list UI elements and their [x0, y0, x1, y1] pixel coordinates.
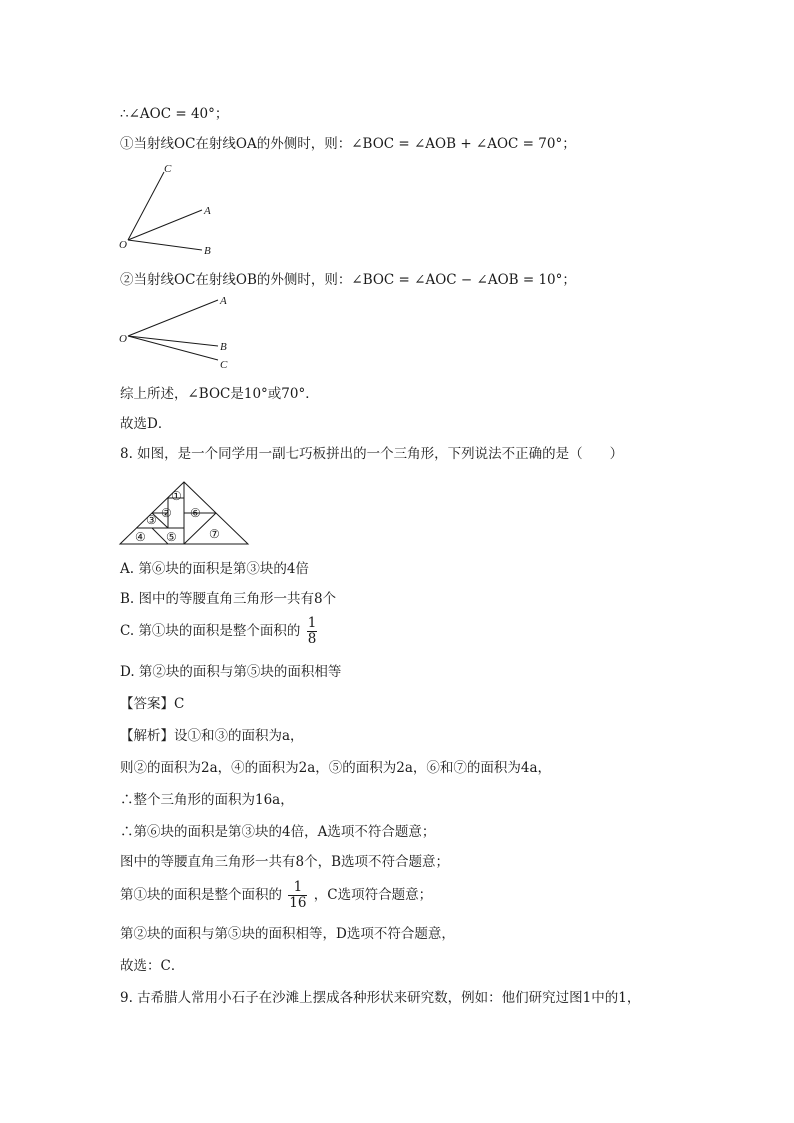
label-O: O [119, 239, 127, 251]
piece-6: ⑥ [190, 506, 201, 520]
fraction-denominator: 8 [307, 631, 317, 647]
text-line-1: ∴∠AOC = 40°； [120, 106, 229, 122]
piece-7: ⑦ [209, 527, 220, 541]
piece-5: ⑤ [166, 530, 177, 544]
label-O: O [119, 333, 127, 345]
angle-figure-2 [116, 290, 236, 375]
label-B: B [204, 245, 211, 257]
label-A: A [220, 295, 227, 307]
analysis-step-7: 故选：C． [120, 958, 185, 974]
analysis-step-1: 则②的面积为2a，④的面积为2a，⑤的面积为2a，⑥和⑦的面积为4a， [120, 760, 552, 776]
answer-line: 【答案】C [120, 696, 185, 712]
option-d: D. 第②块的面积与第⑤块的面积相等 [120, 664, 342, 680]
analysis-step-3: ∴第⑥块的面积是第③块的4倍，A选项不符合题意； [120, 824, 436, 840]
fraction-denominator: 16 [289, 895, 307, 911]
option-c [120, 616, 319, 647]
analysis-step-5-text: 第①块的面积是整个面积的 [120, 887, 282, 903]
label-B: B [220, 341, 227, 353]
piece-1: ① [171, 489, 182, 503]
analysis-step-2: ∴整个三角形的面积为16a， [120, 792, 294, 808]
fraction-numerator: 1 [288, 880, 307, 896]
analysis-step-4: 图中的等腰直角三角形一共有8个，B选项不符合题意； [120, 854, 450, 870]
fraction-one-eighth [307, 616, 318, 647]
option-a: A. 第⑥块的面积是第③块的4倍 [120, 561, 309, 577]
piece-4: ④ [135, 530, 146, 544]
piece-3: ③ [146, 513, 157, 527]
label-C: C [220, 359, 228, 371]
label-C: C [164, 163, 172, 175]
tangram-figure [118, 480, 278, 548]
analysis-step-5-tail: ，C选项符合题意； [313, 887, 433, 903]
piece-2: ② [161, 506, 172, 520]
analysis-step-5 [120, 880, 432, 911]
fraction-one-sixteenth [288, 880, 307, 911]
fraction-numerator: 1 [307, 615, 317, 631]
text-line-3: ②当射线OC在射线OB的外侧时，则：∠BOC = ∠AOC − ∠AOB = 10°； [120, 272, 576, 288]
question-8: 8. 如图，是一个同学用一副七巧板拼出的一个三角形，下列说法不正确的是（ ） [120, 446, 624, 462]
analysis-line: 【解析】设①和③的面积为a， [120, 728, 304, 744]
text-line-5: 故选D． [120, 416, 172, 432]
angle-figure-1 [116, 158, 226, 258]
question-9: 9. 古希腊人常用小石子在沙滩上摆成各种形状来研究数，例如：他们研究过图1中的1， [120, 990, 641, 1006]
option-c-text: C. 第①块的面积是整个面积的 [120, 623, 301, 639]
option-b: B. 图中的等腰直角三角形一共有8个 [120, 591, 337, 607]
text-line-2: ①当射线OC在射线OA的外侧时，则：∠BOC = ∠AOB + ∠AOC = 70°； [120, 136, 576, 152]
analysis-step-6: 第②块的面积与第⑤块的面积相等，D选项不符合题意， [120, 926, 455, 942]
label-A: A [204, 205, 211, 217]
text-line-4: 综上所述，∠BOC是10°或70°． [120, 386, 319, 402]
